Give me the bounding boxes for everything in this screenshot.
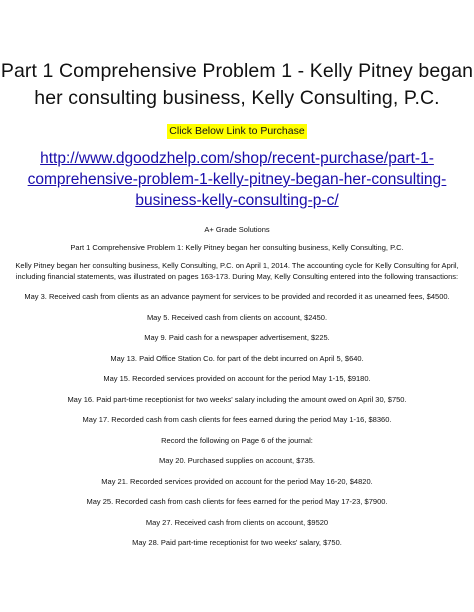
purchase-link[interactable]: http://www.dgoodzhelp.com/shop/recent-purchase/part-1-comprehensive-problem-1-kelly-pitney-began-her-consulting-business-kelly-consulting-p-c/ bbox=[27, 150, 447, 209]
transaction-line: May 25. Recorded cash from cash clients for fees earned for the period May 17-23, $7900. bbox=[86, 497, 388, 506]
transaction-line: May 13. Paid Office Station Co. for part of the debt incurred on April 5, $640. bbox=[110, 353, 364, 363]
transaction-list bbox=[14, 292, 460, 549]
transaction-line: May 9. Paid cash for a newspaper advertisement, $225. bbox=[144, 333, 330, 342]
transaction-line: May 27. Received cash from clients on account, $9520 bbox=[145, 517, 329, 527]
transaction-line: Record the following on Page 6 of the journal: bbox=[161, 435, 313, 445]
transaction-line: May 5. Received cash from clients on account, $2450. bbox=[146, 312, 328, 322]
transaction-line: May 28. Paid part-time receptionist for two weeks' salary, $750. bbox=[132, 538, 342, 547]
intro-line: Part 1 Comprehensive Problem 1: Kelly Pitney began her consulting business, Kelly Consulting, P.C. bbox=[70, 242, 404, 252]
transaction-line: May 3. Received cash from clients as an advance payment for services to be provided and recorded it as unearned fees, $4500. bbox=[24, 292, 450, 301]
transaction-line: May 17. Recorded cash from cash clients for fees earned during the period May 1-16, $8360. bbox=[82, 415, 392, 424]
description-paragraph: Kelly Pitney began her consulting business, Kelly Consulting, P.C. on April 1, 2014. The accounting cycle for Kelly Consulting for April, including financial statements, was illustrated on pages 163-173. During May, Kelly Consulting entered into the following transactions: bbox=[15, 261, 459, 281]
transaction-line: May 15. Recorded services provided on account for the period May 1-15, $9180. bbox=[103, 374, 371, 383]
cta-container bbox=[0, 121, 474, 138]
transaction-line: May 16. Paid part-time receptionist for two weeks' salary including the amount owed on April 30, $750. bbox=[67, 394, 407, 404]
page-title: Part 1 Comprehensive Problem 1 - Kelly Pitney began her consulting business, Kelly Consulting, P.C. bbox=[0, 60, 474, 109]
transaction-line: May 20. Purchased supplies on account, $735. bbox=[159, 456, 315, 465]
purchase-callout: Click Below Link to Purchase bbox=[169, 125, 305, 137]
transaction-line: May 21. Recorded services provided on account for the period May 16-20, $4820. bbox=[101, 476, 373, 486]
grade-label: A+ Grade Solutions bbox=[204, 225, 270, 234]
